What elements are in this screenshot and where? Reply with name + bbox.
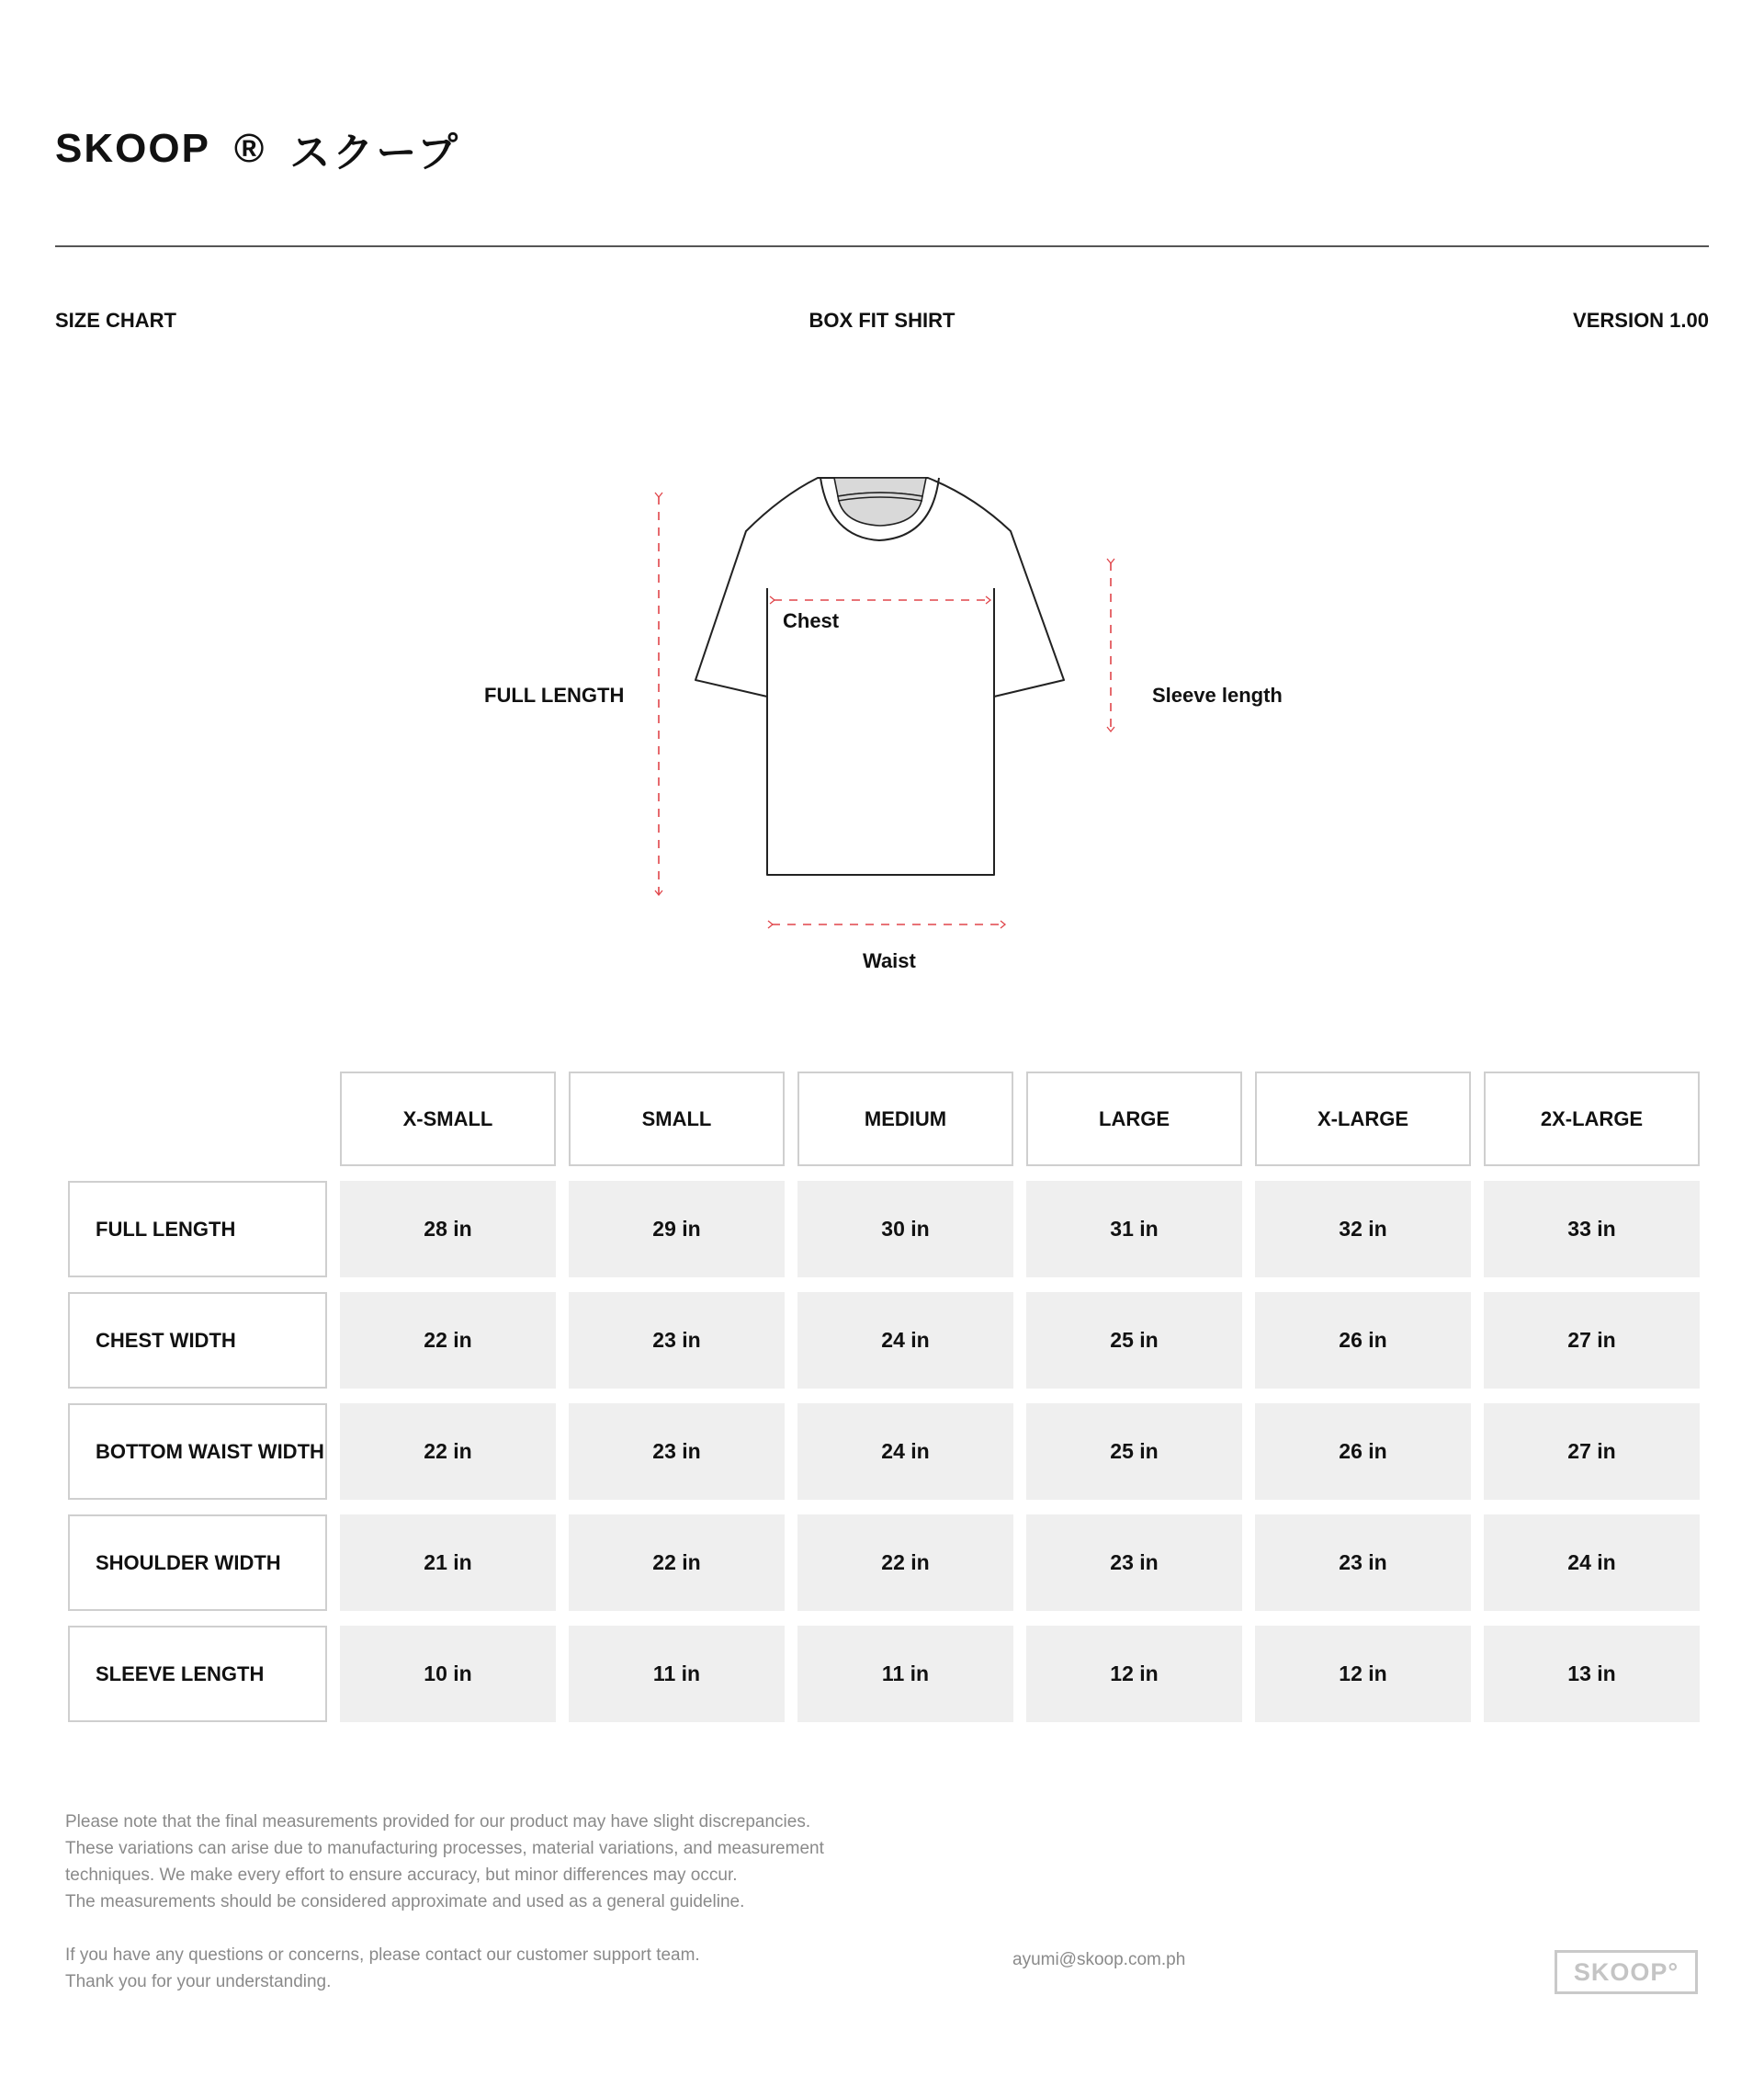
note-line: techniques. We make every effort to ensure accuracy, but minor differences may occur. bbox=[65, 1866, 738, 1885]
value-cell: 12 in bbox=[1026, 1626, 1242, 1722]
value-cell: 13 in bbox=[1484, 1626, 1700, 1722]
value-cell: 24 in bbox=[797, 1403, 1013, 1500]
value-cell: 10 in bbox=[340, 1626, 556, 1722]
value-cell: 31 in bbox=[1026, 1181, 1242, 1277]
value-cell: 22 in bbox=[340, 1292, 556, 1389]
value-cell: 24 in bbox=[797, 1292, 1013, 1389]
value-cell: 25 in bbox=[1026, 1403, 1242, 1500]
brand-name-japanese: スクープ bbox=[289, 130, 461, 176]
contact-line: If you have any questions or concerns, please contact our customer support team. bbox=[65, 1945, 700, 1965]
full-length-label: FULL LENGTH bbox=[484, 684, 625, 707]
value-cell: 22 in bbox=[569, 1514, 785, 1611]
value-cell: 32 in bbox=[1255, 1181, 1471, 1277]
table-row bbox=[68, 1181, 1700, 1277]
version-label: VERSION 1.00 bbox=[1573, 309, 1709, 332]
table-row bbox=[68, 1403, 1700, 1500]
note-line: Please note that the final measurements provided for our product may have slight discrepancies. bbox=[65, 1812, 811, 1831]
value-cell: 11 in bbox=[569, 1626, 785, 1722]
size-table bbox=[55, 1057, 1713, 1737]
row-label-full-length: FULL LENGTH bbox=[68, 1181, 327, 1277]
row-label-shoulder-width: SHOULDER WIDTH bbox=[68, 1514, 327, 1611]
footer-logo: SKOOP° bbox=[1555, 1950, 1698, 1994]
contact-line: Thank you for your understanding. bbox=[65, 1972, 332, 1991]
note-line: These variations can arise due to manufacturing processes, material variations, and measurement bbox=[65, 1839, 824, 1858]
support-email-link[interactable]: ayumi@skoop.com.ph bbox=[1012, 1950, 1186, 1969]
size-header-2xlarge: 2X-LARGE bbox=[1484, 1072, 1700, 1166]
waist-label: Waist bbox=[863, 949, 916, 972]
value-cell: 23 in bbox=[569, 1403, 785, 1500]
value-cell: 29 in bbox=[569, 1181, 785, 1277]
value-cell: 21 in bbox=[340, 1514, 556, 1611]
shirt-diagram bbox=[0, 0, 1764, 1011]
size-header-row bbox=[68, 1072, 1700, 1166]
row-label-chest-width: CHEST WIDTH bbox=[68, 1292, 327, 1389]
row-label-sleeve-length: SLEEVE LENGTH bbox=[68, 1626, 327, 1722]
size-header-medium: MEDIUM bbox=[797, 1072, 1013, 1166]
value-cell: 26 in bbox=[1255, 1403, 1471, 1500]
value-cell: 22 in bbox=[797, 1514, 1013, 1611]
value-cell: 24 in bbox=[1484, 1514, 1700, 1611]
size-header-xsmall: X-SMALL bbox=[340, 1072, 556, 1166]
tshirt-outline bbox=[695, 478, 1064, 875]
sleeve-length-label: Sleeve length bbox=[1152, 684, 1283, 707]
value-cell: 11 in bbox=[797, 1626, 1013, 1722]
product-title: BOX FIT SHIRT bbox=[808, 309, 956, 332]
value-cell: 30 in bbox=[797, 1181, 1013, 1277]
disclaimer-note bbox=[65, 1809, 824, 1995]
value-cell: 27 in bbox=[1484, 1292, 1700, 1389]
note-spacer bbox=[65, 1915, 824, 1942]
value-cell: 28 in bbox=[340, 1181, 556, 1277]
value-cell: 23 in bbox=[1026, 1514, 1242, 1611]
size-header-large: LARGE bbox=[1026, 1072, 1242, 1166]
table-corner bbox=[68, 1072, 327, 1166]
table-row bbox=[68, 1626, 1700, 1722]
value-cell: 22 in bbox=[340, 1403, 556, 1500]
chest-label: Chest bbox=[783, 609, 840, 632]
note-line: The measurements should be considered approximate and used as a general guideline. bbox=[65, 1892, 745, 1911]
table-row bbox=[68, 1292, 1700, 1389]
registered-mark: ® bbox=[233, 126, 266, 171]
row-label-bottom-waist-width: BOTTOM WAIST WIDTH bbox=[68, 1403, 327, 1500]
table-row bbox=[68, 1514, 1700, 1611]
value-cell: 23 in bbox=[1255, 1514, 1471, 1611]
size-header-small: SMALL bbox=[569, 1072, 785, 1166]
value-cell: 33 in bbox=[1484, 1181, 1700, 1277]
value-cell: 25 in bbox=[1026, 1292, 1242, 1389]
brand-name: SKOOP bbox=[55, 126, 210, 171]
value-cell: 27 in bbox=[1484, 1403, 1700, 1500]
value-cell: 23 in bbox=[569, 1292, 785, 1389]
size-header-xlarge: X-LARGE bbox=[1255, 1072, 1471, 1166]
value-cell: 12 in bbox=[1255, 1626, 1471, 1722]
doc-type-label: SIZE CHART bbox=[55, 309, 176, 332]
value-cell: 26 in bbox=[1255, 1292, 1471, 1389]
